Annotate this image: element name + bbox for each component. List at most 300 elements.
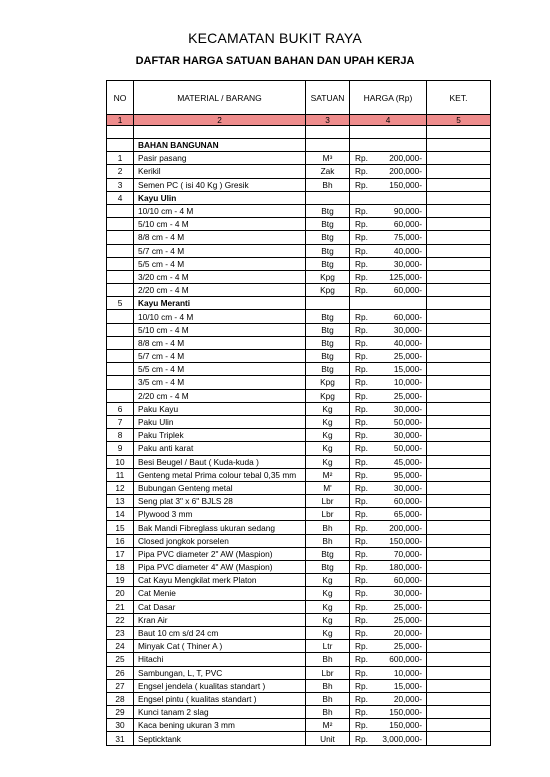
header-harga: HARGA (Rp) (350, 81, 427, 115)
row-number (107, 350, 134, 363)
row-ket (427, 495, 491, 508)
row-unit: Btg (306, 323, 350, 336)
row-ket (427, 363, 491, 376)
price-value: 60,000- (393, 311, 422, 322)
row-ket (427, 178, 491, 191)
price-value: 60,000- (393, 575, 422, 586)
row-unit: Kg (306, 600, 350, 613)
row-ket (427, 323, 491, 336)
row-material: Paku anti karat (134, 442, 306, 455)
price-value: 60,000- (393, 496, 422, 507)
row-ket (427, 376, 491, 389)
price-value: 20,000- (393, 693, 422, 704)
price-value: 25,000- (393, 614, 422, 625)
row-unit: Kpg (306, 270, 350, 283)
price-value: 30,000- (393, 403, 422, 414)
price-value: 50,000- (393, 443, 422, 454)
table-row (107, 429, 491, 442)
document-subtitle: DAFTAR HARGA SATUAN BAHAN DAN UPAH KERJA (135, 55, 415, 67)
row-price (350, 204, 427, 217)
table-row (107, 561, 491, 574)
row-unit: Lbr (306, 495, 350, 508)
price-value: 10,000- (393, 377, 422, 388)
row-material: Plywood 3 mm (134, 508, 306, 521)
table-row (107, 139, 491, 152)
table-row (107, 323, 491, 336)
currency-label: Rp. (355, 206, 368, 217)
row-number (107, 363, 134, 376)
currency-label: Rp. (355, 482, 368, 493)
currency-label: Rp. (355, 522, 368, 533)
table-row (107, 666, 491, 679)
row-unit: Bh (306, 692, 350, 705)
row-unit: Ltr (306, 640, 350, 653)
row-price (350, 626, 427, 639)
row-material: 10/10 cm - 4 M (134, 204, 306, 217)
table-row (107, 442, 491, 455)
currency-label: Rp. (355, 720, 368, 731)
currency-label: Rp. (355, 430, 368, 441)
price-value: 125,000- (389, 271, 422, 282)
currency-label: Rp. (355, 417, 368, 428)
row-number: 6 (107, 402, 134, 415)
row-unit (306, 139, 350, 152)
row-ket (427, 389, 491, 402)
row-ket (427, 706, 491, 719)
table-row (107, 231, 491, 244)
row-material: Bubungan Genteng metal (134, 481, 306, 494)
price-value: 25,000- (393, 390, 422, 401)
row-number: 4 (107, 191, 134, 204)
row-price (350, 139, 427, 152)
row-material: 8/8 cm - 4 M (134, 336, 306, 349)
table-row (107, 600, 491, 613)
table-row (107, 719, 491, 732)
row-unit: Kg (306, 402, 350, 415)
currency-label: Rp. (355, 245, 368, 256)
price-value: 30,000- (393, 430, 422, 441)
row-number (107, 336, 134, 349)
row-material: 5/7 cm - 4 M (134, 244, 306, 257)
row-material: Cat Menie (134, 587, 306, 600)
row-unit: Zak (306, 165, 350, 178)
table-row (107, 706, 491, 719)
currency-label: Rp. (355, 443, 368, 454)
table-row (107, 508, 491, 521)
row-ket (427, 732, 491, 745)
row-unit: Unit (306, 732, 350, 745)
row-price (350, 587, 427, 600)
row-number: 15 (107, 521, 134, 534)
price-value: 10,000- (393, 667, 422, 678)
row-material: 10/10 cm - 4 M (134, 310, 306, 323)
row-material: Cat Kayu Mengkilat merk Platon (134, 574, 306, 587)
row-ket (427, 152, 491, 165)
currency-label: Rp. (355, 232, 368, 243)
row-price (350, 363, 427, 376)
row-unit: Kg (306, 442, 350, 455)
row-material: 2/20 cm - 4 M (134, 284, 306, 297)
row-price (350, 653, 427, 666)
currency-label: Rp. (355, 509, 368, 520)
currency-label: Rp. (355, 153, 368, 164)
row-number: 10 (107, 455, 134, 468)
row-number (107, 218, 134, 231)
currency-label: Rp. (355, 390, 368, 401)
table-row (107, 653, 491, 666)
row-ket (427, 679, 491, 692)
table-row (107, 270, 491, 283)
table-row (107, 455, 491, 468)
row-unit: Kg (306, 415, 350, 428)
row-price (350, 389, 427, 402)
row-material: Pasir pasang (134, 152, 306, 165)
row-number (107, 376, 134, 389)
currency-label: Rp. (355, 364, 368, 375)
row-price (350, 719, 427, 732)
row-ket (427, 284, 491, 297)
table-row (107, 547, 491, 560)
row-material: 5/10 cm - 4 M (134, 323, 306, 336)
row-material: Kunci tanam 2 slag (134, 706, 306, 719)
table-row (107, 587, 491, 600)
table-row (107, 613, 491, 626)
row-unit: M' (306, 481, 350, 494)
spacer-row (107, 126, 491, 139)
row-price (350, 442, 427, 455)
row-price (350, 350, 427, 363)
row-unit: Bh (306, 521, 350, 534)
row-price (350, 323, 427, 336)
row-number: 26 (107, 666, 134, 679)
row-ket (427, 653, 491, 666)
table-row (107, 415, 491, 428)
row-number: 28 (107, 692, 134, 705)
row-price (350, 481, 427, 494)
row-unit: Kg (306, 613, 350, 626)
currency-label: Rp. (355, 469, 368, 480)
row-number: 24 (107, 640, 134, 653)
row-ket (427, 547, 491, 560)
table-row (107, 468, 491, 481)
row-number: 21 (107, 600, 134, 613)
price-value: 25,000- (393, 601, 422, 612)
price-value: 30,000- (393, 258, 422, 269)
row-number: 3 (107, 178, 134, 191)
price-value: 20,000- (393, 628, 422, 639)
row-unit: Btg (306, 561, 350, 574)
row-price (350, 178, 427, 191)
row-ket (427, 415, 491, 428)
row-ket (427, 587, 491, 600)
row-ket (427, 455, 491, 468)
price-value: 150,000- (389, 535, 422, 546)
table-row (107, 521, 491, 534)
row-ket (427, 508, 491, 521)
row-price (350, 376, 427, 389)
row-price (350, 310, 427, 323)
row-ket (427, 600, 491, 613)
row-unit (306, 191, 350, 204)
table-row (107, 178, 491, 191)
row-unit: Kg (306, 587, 350, 600)
price-value: 200,000- (389, 153, 422, 164)
row-number: 20 (107, 587, 134, 600)
price-value: 150,000- (389, 707, 422, 718)
price-value: 90,000- (393, 206, 422, 217)
table-row (107, 692, 491, 705)
currency-label: Rp. (355, 641, 368, 652)
row-number: 25 (107, 653, 134, 666)
table-row (107, 284, 491, 297)
row-material: Kayu Ulin (134, 191, 306, 204)
row-unit: Btg (306, 350, 350, 363)
table-header-row (107, 81, 491, 115)
row-number: 30 (107, 719, 134, 732)
price-value: 40,000- (393, 245, 422, 256)
row-price (350, 561, 427, 574)
row-unit: M² (306, 719, 350, 732)
row-number: 2 (107, 165, 134, 178)
row-material: Sambungan, L, T, PVC (134, 666, 306, 679)
table-row (107, 626, 491, 639)
column-index: 2 (134, 115, 306, 126)
price-value: 40,000- (393, 337, 422, 348)
row-unit: Btg (306, 363, 350, 376)
row-material: Genteng metal Prima colour tebal 0,35 mm (134, 468, 306, 481)
row-unit: Btg (306, 218, 350, 231)
currency-label: Rp. (355, 271, 368, 282)
table-row (107, 363, 491, 376)
row-material: Kran Air (134, 613, 306, 626)
price-value: 50,000- (393, 417, 422, 428)
row-price (350, 218, 427, 231)
row-number (107, 323, 134, 336)
row-ket (427, 204, 491, 217)
row-unit: Kpg (306, 376, 350, 389)
row-unit: Kg (306, 455, 350, 468)
row-material: 5/7 cm - 4 M (134, 350, 306, 363)
row-price (350, 336, 427, 349)
currency-label: Rp. (355, 324, 368, 335)
row-material: 5/5 cm - 4 M (134, 257, 306, 270)
row-material: Baut 10 cm s/d 24 cm (134, 626, 306, 639)
table-row (107, 481, 491, 494)
currency-label: Rp. (355, 337, 368, 348)
row-material: 5/5 cm - 4 M (134, 363, 306, 376)
row-material: Engsel pintu ( kualitas standart ) (134, 692, 306, 705)
row-price (350, 692, 427, 705)
row-ket (427, 692, 491, 705)
row-ket (427, 139, 491, 152)
row-number (107, 270, 134, 283)
column-index: 3 (306, 115, 350, 126)
table-row (107, 402, 491, 415)
row-material: Paku Ulin (134, 415, 306, 428)
price-value: 180,000- (389, 562, 422, 573)
price-value: 75,000- (393, 232, 422, 243)
row-material: Pipa PVC diameter 4" AW (Maspion) (134, 561, 306, 574)
table-row (107, 297, 491, 310)
row-ket (427, 561, 491, 574)
row-material: Semen PC ( isi 40 Kg ) Gresik (134, 178, 306, 191)
currency-label: Rp. (355, 285, 368, 296)
row-unit: Btg (306, 547, 350, 560)
row-material: Pipa PVC diameter 2" AW (Maspion) (134, 547, 306, 560)
price-value: 200,000- (389, 166, 422, 177)
row-price (350, 495, 427, 508)
row-unit: Btg (306, 336, 350, 349)
currency-label: Rp. (355, 628, 368, 639)
row-unit: Btg (306, 310, 350, 323)
row-number: 17 (107, 547, 134, 560)
row-material: 5/10 cm - 4 M (134, 218, 306, 231)
row-number: 23 (107, 626, 134, 639)
row-material: BAHAN BANGUNAN (134, 139, 306, 152)
row-ket (427, 310, 491, 323)
row-material: 8/8 cm - 4 M (134, 231, 306, 244)
currency-label: Rp. (355, 601, 368, 612)
row-price (350, 455, 427, 468)
price-value: 60,000- (393, 285, 422, 296)
row-unit: Kpg (306, 284, 350, 297)
row-material: Cat Dasar (134, 600, 306, 613)
row-unit: Bh (306, 679, 350, 692)
row-price (350, 402, 427, 415)
row-price (350, 415, 427, 428)
row-unit: Lbr (306, 508, 350, 521)
row-price (350, 284, 427, 297)
row-number: 8 (107, 429, 134, 442)
row-ket (427, 336, 491, 349)
row-unit: Kg (306, 574, 350, 587)
row-price (350, 191, 427, 204)
row-unit: Bh (306, 653, 350, 666)
currency-label: Rp. (355, 693, 368, 704)
price-value: 15,000- (393, 364, 422, 375)
row-ket (427, 521, 491, 534)
row-number (107, 310, 134, 323)
row-ket (427, 244, 491, 257)
row-price (350, 297, 427, 310)
row-unit: Btg (306, 257, 350, 270)
column-index: 1 (107, 115, 134, 126)
header-no: NO (107, 81, 134, 115)
currency-label: Rp. (355, 707, 368, 718)
row-material: 3/20 cm - 4 M (134, 270, 306, 283)
row-unit: Bh (306, 706, 350, 719)
row-unit (306, 297, 350, 310)
table-row (107, 257, 491, 270)
row-number: 14 (107, 508, 134, 521)
column-index-row (107, 115, 491, 126)
table-row (107, 350, 491, 363)
currency-label: Rp. (355, 166, 368, 177)
row-ket (427, 613, 491, 626)
row-number: 19 (107, 574, 134, 587)
row-ket (427, 270, 491, 283)
row-ket (427, 165, 491, 178)
currency-label: Rp. (355, 535, 368, 546)
row-price (350, 534, 427, 547)
price-value: 3,000,000- (382, 733, 422, 744)
header-material: MATERIAL / BARANG (134, 81, 306, 115)
row-number: 27 (107, 679, 134, 692)
table-row (107, 534, 491, 547)
row-ket (427, 191, 491, 204)
row-material: Seng plat 3" x 6" BJLS 28 (134, 495, 306, 508)
row-number: 12 (107, 481, 134, 494)
row-material: Minyak Cat ( Thiner A ) (134, 640, 306, 653)
price-value: 70,000- (393, 548, 422, 559)
row-ket (427, 534, 491, 547)
row-material: Septicktank (134, 732, 306, 745)
currency-label: Rp. (355, 179, 368, 190)
row-price (350, 666, 427, 679)
row-number: 16 (107, 534, 134, 547)
row-unit: Btg (306, 244, 350, 257)
row-number: 7 (107, 415, 134, 428)
row-number (107, 244, 134, 257)
column-index: 5 (427, 115, 491, 126)
row-material: 2/20 cm - 4 M (134, 389, 306, 402)
price-value: 30,000- (393, 482, 422, 493)
price-value: 30,000- (393, 324, 422, 335)
row-ket (427, 666, 491, 679)
price-value: 15,000- (393, 680, 422, 691)
row-material: Bak Mandi Fibreglass ukuran sedang (134, 521, 306, 534)
row-ket (427, 402, 491, 415)
row-number: 13 (107, 495, 134, 508)
row-unit: Bh (306, 534, 350, 547)
price-value: 60,000- (393, 219, 422, 230)
row-unit: Kg (306, 429, 350, 442)
row-number: 31 (107, 732, 134, 745)
currency-label: Rp. (355, 403, 368, 414)
currency-label: Rp. (355, 311, 368, 322)
table-row (107, 165, 491, 178)
row-ket (427, 350, 491, 363)
table-row (107, 574, 491, 587)
currency-label: Rp. (355, 456, 368, 467)
row-number: 18 (107, 561, 134, 574)
currency-label: Rp. (355, 575, 368, 586)
row-price (350, 231, 427, 244)
row-material: Paku Triplek (134, 429, 306, 442)
currency-label: Rp. (355, 588, 368, 599)
row-ket (427, 468, 491, 481)
price-table (106, 80, 491, 746)
table-row (107, 244, 491, 257)
table-row (107, 376, 491, 389)
row-price (350, 468, 427, 481)
row-material: Paku Kayu (134, 402, 306, 415)
row-number (107, 139, 134, 152)
row-ket (427, 719, 491, 732)
header-satuan: SATUAN (306, 81, 350, 115)
row-ket (427, 257, 491, 270)
currency-label: Rp. (355, 614, 368, 625)
row-unit: M² (306, 468, 350, 481)
row-ket (427, 626, 491, 639)
row-ket (427, 640, 491, 653)
row-price (350, 244, 427, 257)
currency-label: Rp. (355, 562, 368, 573)
row-number (107, 284, 134, 297)
row-unit: Bh (306, 178, 350, 191)
currency-label: Rp. (355, 548, 368, 559)
price-value: 45,000- (393, 456, 422, 467)
